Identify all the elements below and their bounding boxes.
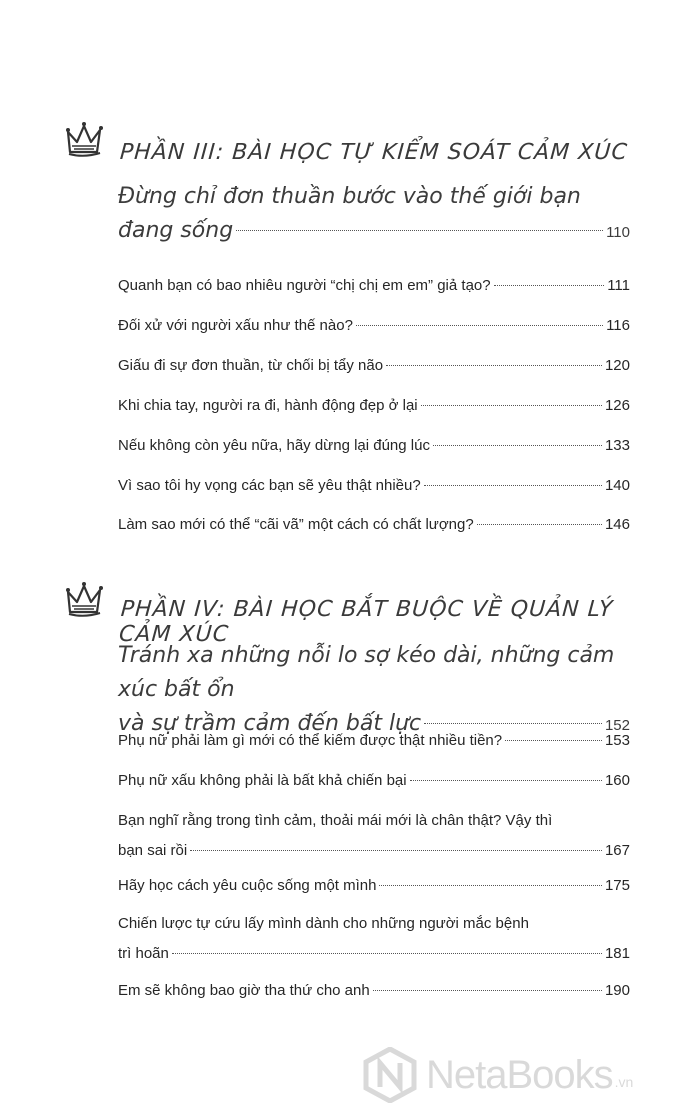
entry-line	[118, 510, 630, 540]
entry-line	[118, 391, 630, 421]
dot-leader	[494, 285, 605, 286]
entry-line	[118, 871, 630, 901]
toc-entry	[118, 766, 630, 796]
toc-entry	[118, 510, 630, 540]
dot-leader	[477, 524, 602, 525]
entry-title-line: Chiến lược tự cứu lấy mình dành cho những người mắc bệnh	[118, 915, 529, 932]
toc-entry	[118, 871, 630, 901]
page-number: 153	[604, 732, 630, 749]
crown-icon	[64, 578, 106, 620]
entry-line	[118, 471, 630, 501]
entry-line	[118, 431, 630, 461]
entry-title: trì hoãn	[118, 945, 169, 962]
toc-entry	[118, 391, 630, 421]
subtitle-line	[118, 214, 630, 250]
toc-entry	[118, 726, 630, 756]
dot-leader	[505, 740, 602, 741]
toc-entry	[118, 431, 630, 461]
entry-line	[118, 939, 630, 969]
entry-title: Nếu không còn yêu nữa, hãy dừng lại đúng lúc	[118, 437, 430, 454]
watermark	[362, 1040, 692, 1110]
dot-leader	[356, 325, 603, 326]
dot-leader	[172, 953, 602, 954]
entry-title: Vì sao tôi hy vọng các bạn sẽ yêu thật nhiều?	[118, 477, 421, 494]
dot-leader	[236, 230, 603, 231]
toc-entry	[118, 471, 630, 501]
page-number: 111	[607, 277, 630, 294]
toc-entry	[118, 806, 630, 866]
page-number: 175	[604, 877, 630, 894]
page-number: 146	[604, 516, 630, 533]
dot-leader	[421, 405, 602, 406]
entry-title: Hãy học cách yêu cuộc sống một mình	[118, 877, 377, 894]
page-number: 133	[604, 437, 630, 454]
entry-title: Giấu đi sự đơn thuần, từ chối bị tẩy não	[118, 357, 384, 374]
dot-leader	[410, 780, 602, 781]
page-number: 110	[606, 224, 630, 241]
entry-line	[118, 726, 630, 756]
entry-title: Em sẽ không bao giờ tha thứ cho anh	[118, 982, 370, 999]
subtitle-line: Tránh xa những nỗi lo sợ kéo dài, những cảm xúc bất ổn	[118, 643, 615, 702]
entry-line	[118, 976, 630, 1006]
entry-line	[118, 311, 630, 341]
entry-title: Khi chia tay, người ra đi, hành động đẹp ở lại	[118, 397, 418, 414]
dot-leader	[386, 365, 602, 366]
page-number: 181	[604, 945, 630, 962]
netabooks-logo-icon	[362, 1047, 418, 1103]
part-title: PHẦN III: BÀI HỌC TỰ KIỂM SOÁT CẢM XÚC	[119, 140, 629, 165]
watermark-brand: NetaBooks	[426, 1052, 613, 1097]
subtitle-line: Đừng chỉ đơn thuần bước vào thế giới bạn	[118, 184, 581, 209]
dot-leader	[424, 723, 602, 724]
entry-title: Làm sao mới có thể “cãi vã” một cách có chất lượng?	[118, 516, 474, 533]
dot-leader	[373, 990, 602, 991]
section-subtitle	[118, 180, 630, 250]
toc-entry	[118, 909, 630, 969]
entry-line	[118, 836, 630, 866]
subtitle-text: đang sống	[118, 218, 234, 243]
entry-title: bạn sai rồi	[118, 842, 188, 859]
page-number: 160	[604, 772, 630, 789]
page-number: 190	[604, 982, 630, 999]
watermark-suffix: .vn	[614, 1074, 634, 1090]
page-number: 167	[604, 842, 630, 859]
entry-title: Phụ nữ xấu không phải là bất khả chiến bại	[118, 772, 407, 789]
toc-entry	[118, 351, 630, 381]
crown-icon	[64, 118, 106, 160]
part-title: PHẦN IV: BÀI HỌC BẮT BUỘC VỀ QUẢN LÝ CẢM XÚC	[118, 597, 615, 647]
dot-leader	[190, 850, 602, 851]
page-number: 120	[604, 357, 630, 374]
subtitle-text: và sự trầm cảm đến bất lực	[118, 711, 422, 736]
dot-leader	[424, 485, 602, 486]
entry-title-line: Bạn nghĩ rằng trong tình cảm, thoải mái mới là chân thật? Vậy thì	[118, 812, 553, 829]
toc-entry	[118, 271, 630, 301]
entry-title: Đối xử với người xấu như thế nào?	[118, 317, 353, 334]
toc-entry	[118, 311, 630, 341]
page-number: 116	[606, 317, 630, 334]
page-number: 152	[604, 717, 630, 734]
page-number: 126	[604, 397, 630, 414]
entry-line	[118, 766, 630, 796]
page-number: 140	[604, 477, 630, 494]
dot-leader	[379, 885, 602, 886]
toc-entry	[118, 976, 630, 1006]
dot-leader	[433, 445, 602, 446]
entry-line	[118, 351, 630, 381]
entry-line	[118, 271, 630, 301]
entry-title: Quanh bạn có bao nhiêu người “chị chị em em” giả tạo?	[118, 277, 491, 294]
entry-title: Phụ nữ phải làm gì mới có thể kiếm được thật nhiều tiền?	[118, 732, 503, 749]
